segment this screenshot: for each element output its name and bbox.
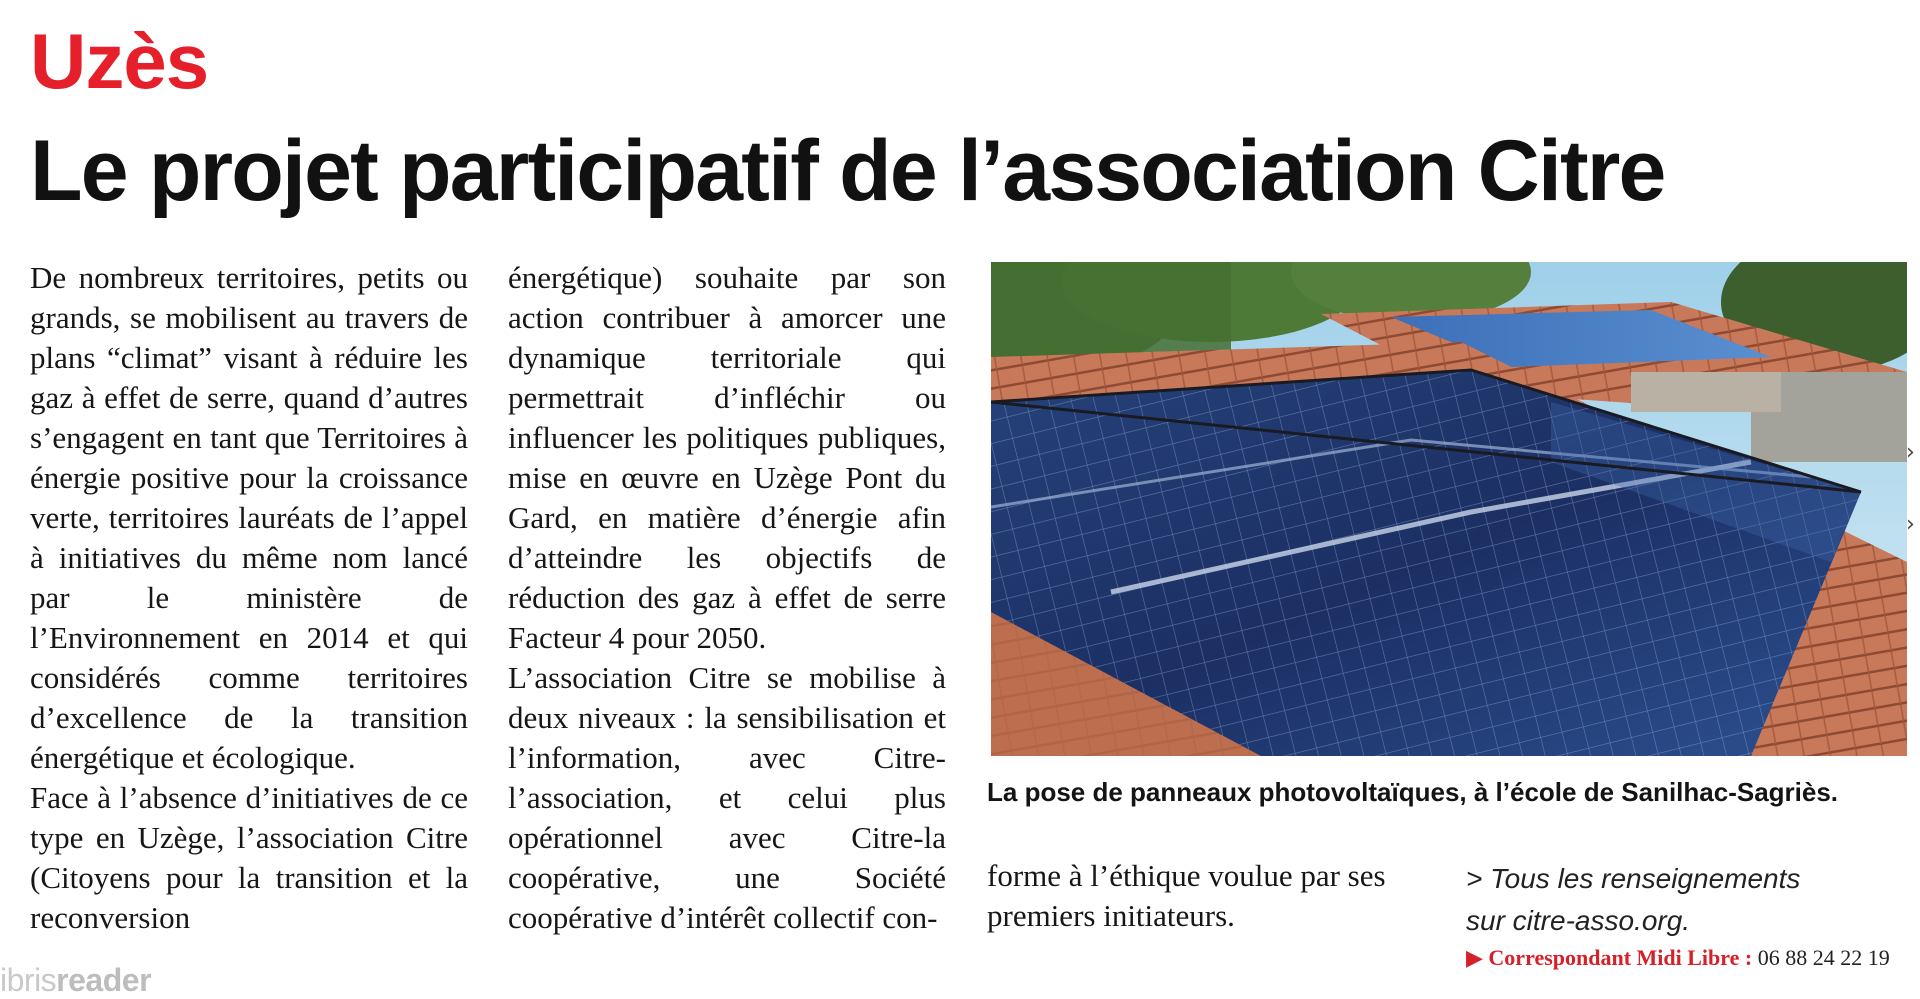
watermark	[0, 962, 151, 999]
correspondent-phone: 06 88 24 22 19	[1757, 945, 1890, 970]
play-arrow-icon: ▶	[1466, 945, 1483, 970]
chevron-right-icon[interactable]: ›	[1906, 440, 1915, 465]
article-column-2	[508, 258, 946, 938]
correspondent-line	[1466, 945, 1890, 971]
paragraph: L’association Citre se mobilise à deux niveaux : la sensibilisation et l’information, avec Citre-l’association, et celui plus opérationnel avec Citre-la coopérative, une Société coopérative d’intérêt collectif con-	[508, 660, 946, 935]
article-column-1	[30, 258, 468, 938]
paragraph: Face à l’absence d’initiatives de ce type en Uzège, l’association Citre (Citoyens pour la transition et la reconversion	[30, 780, 468, 935]
watermark-light: ibris	[0, 962, 57, 998]
headline: Le projet participatif de l’association Citre	[30, 123, 1665, 219]
paragraph: De nombreux territoires, petits ou grands, se mobilisent au travers de plans “climat” visant à réduire les gaz à effet de serre, quand d’autres s’engagent en tant que Territoires à énergie positive pour la croissance verte, territoires lauréats de l’appel à initiatives du même nom lancé par le ministère de l’Environnement en 2014 et qui considérés comme territoires d’excellence de la transition énergétique et écologique.	[30, 260, 468, 775]
info-box	[1466, 858, 1906, 942]
section-kicker: Uzès	[30, 17, 209, 105]
paragraph: énergétique) souhaite par son action contribuer à amorcer une dynamique territoriale qui permettrait d’infléchir ou influencer les politiques publiques, mise en œuvre en Uzège Pont du Gard, en matière d’énergie afin d’atteindre les objectifs de réduction des gaz à effet de serre Facteur 4 pour 2050.	[508, 260, 946, 655]
info-line: sur citre-asso.org.	[1466, 905, 1691, 936]
photo-caption: La pose de panneaux photovoltaïques, à l’école de Sanilhac-Sagriès.	[987, 777, 1839, 807]
paragraph: forme à l’éthique voulue par ses premiers initiateurs.	[987, 858, 1386, 933]
info-line: > Tous les renseignements	[1466, 863, 1801, 894]
solar-panels-photo	[991, 262, 1907, 756]
chevron-right-icon[interactable]: ›	[1906, 512, 1915, 537]
correspondent-label: Correspondant Midi Libre :	[1488, 945, 1753, 970]
watermark-bold: reader	[56, 962, 152, 998]
article-column-3	[987, 856, 1427, 936]
